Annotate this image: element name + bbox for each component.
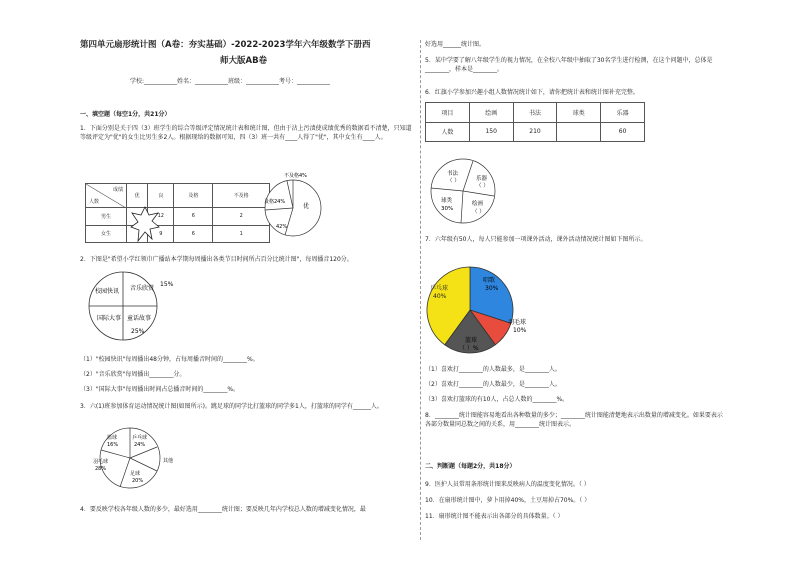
q6-pie-label: 球类 [441,198,453,204]
q1-th: 及格 [174,184,213,208]
judge-item: 11．扇形统计图不能表示出各部分的具体数量。（ ） [425,513,564,520]
q1-th: 不及格 [213,184,270,208]
q7-pie-label: （ ）% [459,345,479,352]
q7-sub1: （1）喜欢打________的人数最多，是________人。 [425,366,561,373]
q1-row-label: 男生 [86,208,127,226]
title-line2: 师大版AB卷 [220,56,268,66]
q1-cell: 2 [213,208,270,226]
section1-heading: 一、填空题（每空1分，共21分） [80,111,171,118]
q3-pie-label: 乒乓球 [132,435,148,441]
q1-cell: 12 [148,208,174,226]
column-divider [420,40,421,540]
q2-pie-label: 童话故事 [127,315,152,322]
q2-sub2: （2）"音乐欣赏"每周播出________分。 [80,371,186,378]
q1-cell: 6 [174,225,213,243]
q6-pie-label: （ ） [472,209,485,215]
q1-table-corner: 成绩 人数 [86,184,127,208]
q3-pie-label: 篮球 [107,435,118,441]
q2-sub1: （1）"校园快讯"每周播出48分钟，占每周播音时间的________%。 [80,356,259,363]
q4-continued: 好选用______统计图。 [425,41,486,48]
q1-pie-label: 及格24% [264,199,286,205]
q1-table [85,183,270,243]
q1-th: 优 [127,184,148,208]
q3-pie-chart [85,425,185,495]
q6-cell: 60 [601,122,645,142]
q6-pie-label: 书法 [447,171,459,177]
section2-heading: 二、判断题（每题2分，共18分） [425,463,516,470]
q6-th: 乐器 [601,103,645,123]
q7-pie-chart [425,250,555,370]
q2-sub3: （3）"国际大事"每周播出时间占总播音时间的________%。 [80,386,240,393]
q2-text: 2．下图是"希望小学红领巾广播站本学期每周播出各类节目时间所占百分比统计图"，每周播音120分。 [80,256,353,263]
q6-th: 书法 [513,103,557,123]
q7-pie-label: 30% [485,285,499,292]
q7-pie-label: 羽毛球 [508,319,527,326]
title-line1: 第四单元扇形统计图（A卷：夯实基础）-2022-2023学年六年级数学下册西 [80,40,371,50]
q1-pie-label: 42% [276,224,288,230]
q6-pie-label: （ ） [476,183,489,189]
q1-text: 1．下面分别是关于四（3）班学生的综合等级评定情况统计表和统计图，但由于沾上污渍使成绩优秀的数据看不清楚，只知道等级评定为"优"的女生比男生多2人。根据现给的数据可知，四（3）班一共有____人得了"优"，其中女生有____人。 [80,125,412,141]
q6-cell [557,122,601,142]
q2-pie-label: 25% [131,328,145,335]
ink-stain-icon [130,205,160,245]
q7-pie-label: 10% [513,327,527,334]
q6-th: 项目 [426,103,470,123]
judge-item: 9．医护人员常用条形统计图来反映病人的温度变化情况。（ ） [425,481,590,488]
q6-text: 6．红旗小学参加兴趣小组人数情况统计如下，请你把统计表和统计图补充完整。 [425,89,639,96]
q2-pie-chart [85,268,180,343]
q6-cell: 210 [513,122,557,142]
q3-pie-label: 20% [132,478,144,484]
q6-th: 绘画 [469,103,513,123]
q7-pie-label: 唱歌 [483,277,496,284]
q3-pie-label: 其他 [163,458,174,464]
q1-cell: 9 [148,225,174,243]
q2-pie-label: 国际大事 [97,315,122,322]
q1-pie-chart [258,173,328,243]
q8-text: 8．________统计图能容易地看出各种数量的多少；________统计图能清楚地表示出数量的增减变化。如果要表示各部分数量同总数之间的关系，用________统计图表示。 [425,412,723,428]
q5-text: 5．某中学要了解八年级学生的视力情况，在全校八年级中抽取了30名学生进行检测，在这个问题中，总体是________，样本是________。 [425,57,713,73]
q7-pie-label: 40% [433,293,447,300]
q1-th: 良 [148,184,174,208]
q1-cell: 6 [174,208,213,226]
q7-pie-label: 乒乓球 [430,285,449,292]
q3-pie-label: 24% [134,442,146,448]
q3-text: 3．六(1)班参加体育运动情况统计图(如图所示)。跳足球的同学比打篮球的同学多1人，打篮球的同学有______人。 [80,403,383,410]
q6-pie-label: 30% [441,206,454,212]
q3-pie-label: 28% [95,466,107,472]
q3-pie-label: 足球 [130,471,141,477]
q7-sub2: （2）喜欢打________的人数最少，是________人。 [425,381,561,388]
q1-cell: 1 [213,225,270,243]
q3-pie-label: 羽毛球 [93,459,109,465]
q3-pie-label: 16% [107,442,119,448]
q6-pie-label: 绘画 [472,201,484,207]
q2-pie-label: 音乐欣赏 [130,285,155,292]
judge-item: 10．在扇形统计图中，萝卜用掉40%，土豆用掉占70%。（ ） [425,497,591,504]
q6-cell: 150 [469,122,513,142]
q1-row-label: 女生 [86,225,127,243]
info-line: 学校:___________姓名：___________班级：___________考号：___________ [130,78,331,85]
q1-pie-label: 不及格4% [284,173,307,179]
q1-pie-label: 优 [303,203,310,210]
q2-pie-label: 15% [160,281,174,288]
q4-text: 4．要反映学校各年级人数的多少，最好选用________统计图；要反映几年内学校总人数的增减变化情况，最 [80,506,366,513]
q7-pie-label: 篮球 [465,337,478,344]
q6-pie-label: 乐器 [476,176,488,182]
q6-pie-chart [425,158,505,228]
q6-table [425,102,645,142]
q7-sub3: （3）喜欢打篮球的有10人，占总人数的________%。 [425,396,569,403]
q6-pie-label: （ ） [447,178,460,184]
q7-text: 7．六年级有50人，每人只能参加一项课外活动，课外活动情况统计图如下图所示。 [425,236,647,243]
q2-pie-label: 校园快讯 [95,288,120,295]
q6-th: 球类 [557,103,601,123]
q6-row-label: 人数 [426,122,470,142]
